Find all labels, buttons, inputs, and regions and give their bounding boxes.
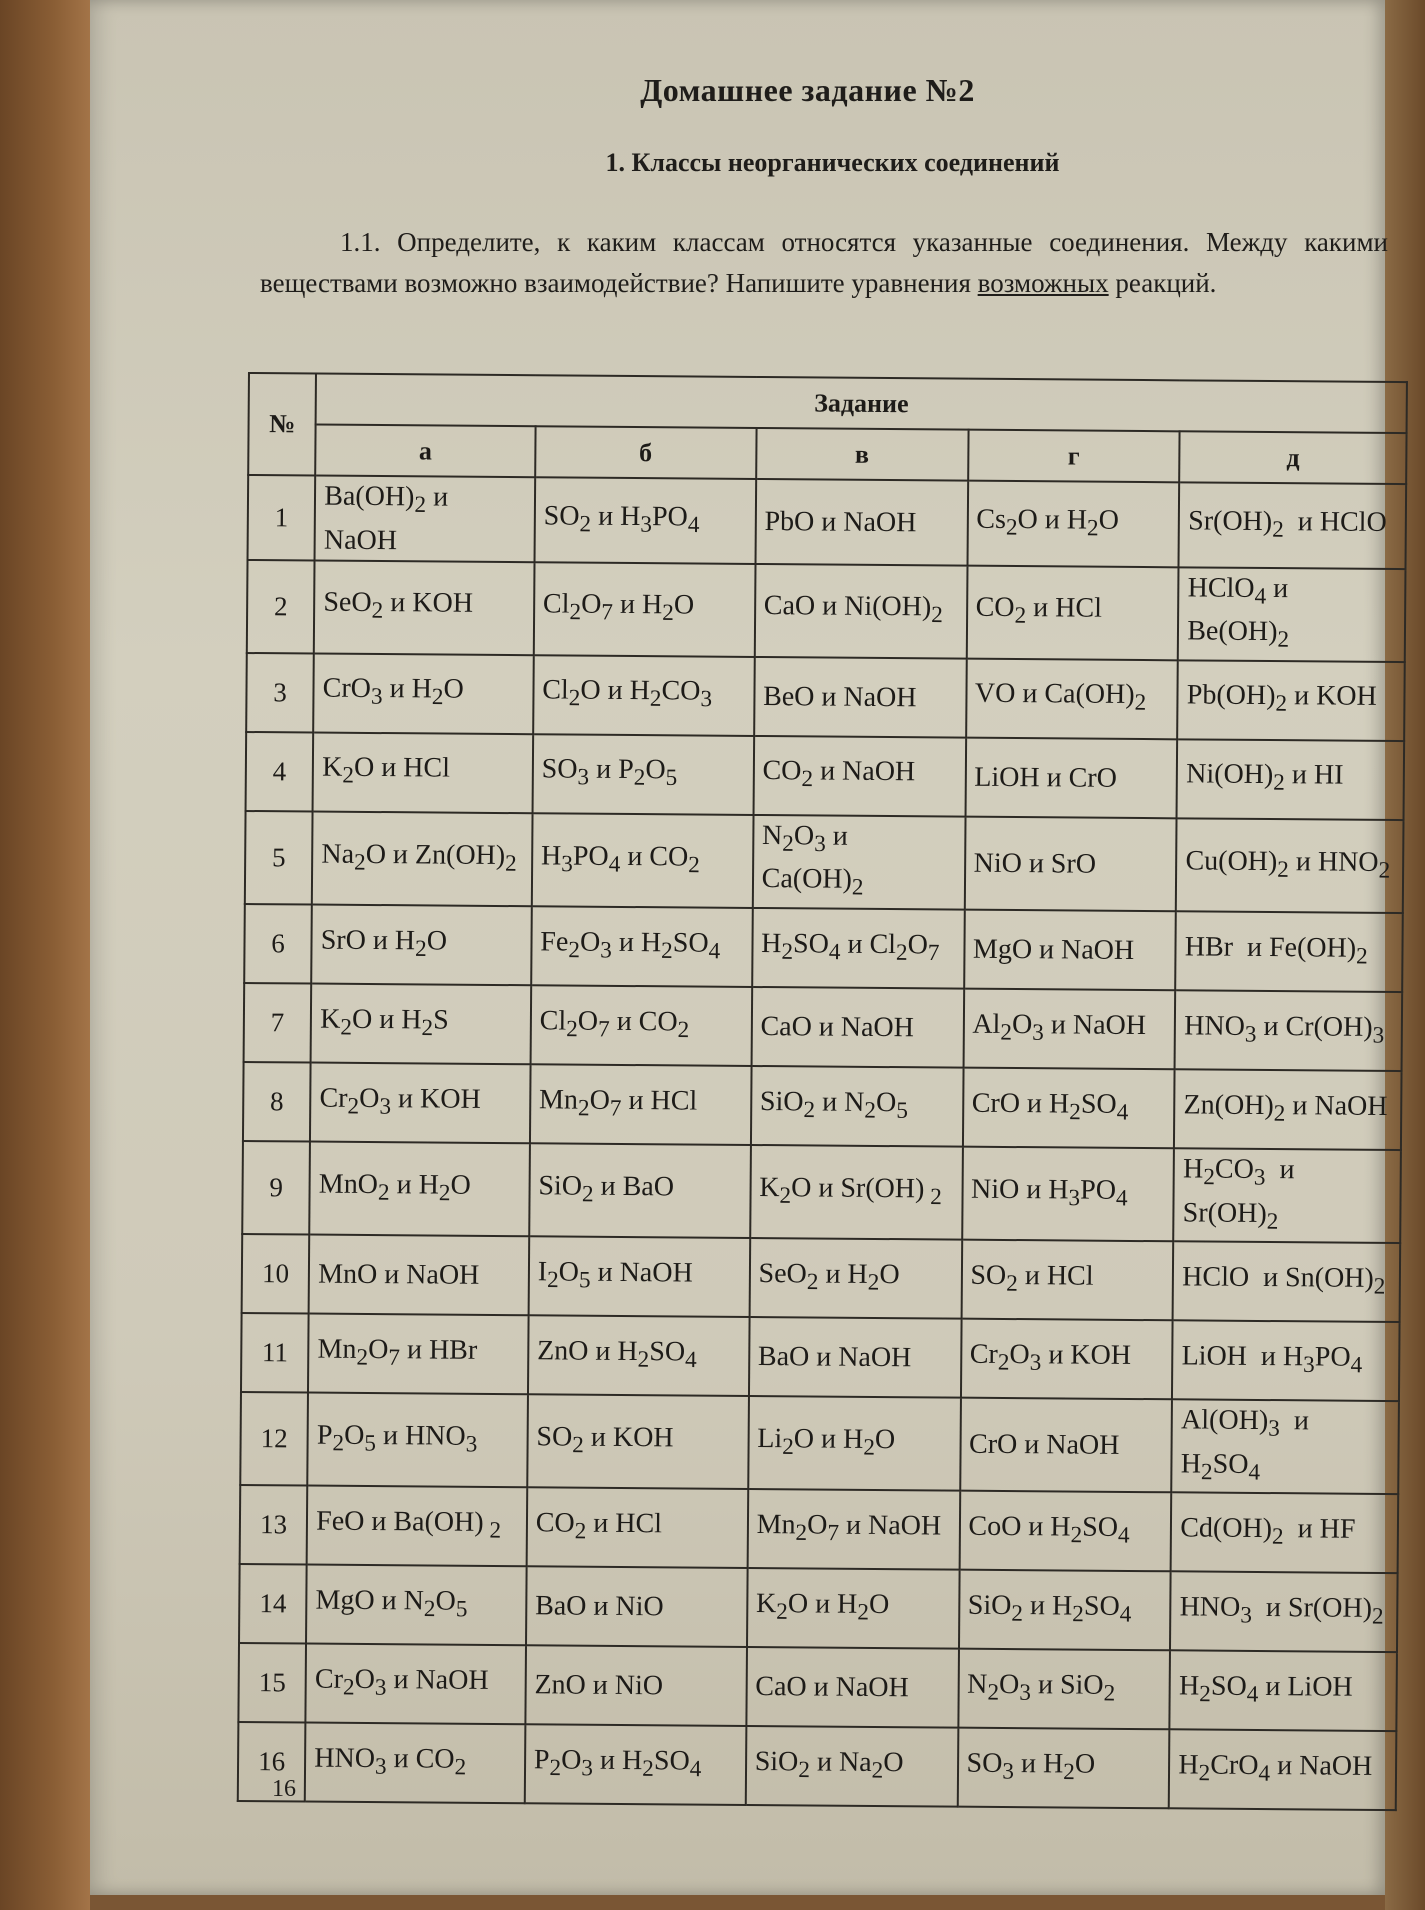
table-header-columns: [248, 424, 1406, 484]
row-number: 8: [243, 1062, 311, 1142]
table-header-group: Задание: [316, 374, 1407, 434]
table-cell: VO и $Ca(OH)_2$: [966, 658, 1178, 739]
column-header-4: г: [968, 430, 1180, 483]
table-cell: $Mn_2O_7$ и HCl: [530, 1064, 751, 1145]
row-number: 14: [239, 1564, 307, 1644]
table-cell: LiOH и $H_3PO_4$: [1172, 1320, 1399, 1401]
column-header-3: в: [756, 428, 968, 481]
table-cell: BaO и NaOH: [749, 1317, 961, 1398]
table-cell: CrO и NaOH: [960, 1398, 1173, 1493]
table-row: [246, 653, 1405, 741]
row-number: 9: [242, 1141, 310, 1235]
table-cell: $HNO_3$ и $CO_2$: [305, 1723, 525, 1804]
column-header-1: а: [315, 425, 535, 478]
table-cell: $Al(OH)_3$ и $H_2SO_4$: [1172, 1399, 1399, 1494]
table-row: [242, 1141, 1401, 1243]
row-number: 15: [238, 1643, 306, 1723]
table-cell: $Ba(OH)_2$ и NaOH: [315, 476, 535, 562]
table-cell: SiO$_2$ и $N_2O_5$: [751, 1066, 963, 1147]
table-cell: $Li_2O$ и $H_2O$: [748, 1396, 961, 1491]
table-row: [248, 475, 1407, 569]
column-header-2: б: [535, 426, 756, 479]
task-text: [260, 222, 1388, 304]
page-bottom-edge: [90, 1895, 1385, 1910]
table-row: [238, 1643, 1397, 1731]
table-cell: $Na_2O$ и $Zn(OH)_2$: [312, 811, 532, 906]
table-cell: CrO и $H_2SO_4$: [962, 1068, 1174, 1149]
table-cell: CoO и $H_2SO_4$: [959, 1491, 1171, 1572]
book-page: [90, 0, 1391, 1895]
table-row: [247, 560, 1406, 662]
table-cell: NiO и $H_3PO_4$: [962, 1147, 1175, 1242]
assignment-table: [237, 372, 1408, 1811]
table-cell: $H_2CO_3$ и $Sr(OH)_2$: [1174, 1148, 1401, 1243]
table-cell: $SO_3$ и $P_2O_5$: [532, 734, 753, 815]
table-cell: $H_2SO_4$ и $Cl_2O_7$: [752, 908, 964, 989]
table-row: [244, 904, 1403, 992]
table-cell: HBr и $Fe(OH)_2$: [1176, 911, 1403, 992]
row-number: 2: [247, 560, 315, 654]
task-text-underlined: возможных: [977, 268, 1109, 298]
table-cell: HClO$_4$ и $Be(OH)_2$: [1178, 567, 1405, 662]
table-row: [239, 1564, 1398, 1652]
table-cell: $SO_3$ и $H_2O$: [957, 1728, 1169, 1809]
task-number: 1.1.: [340, 227, 381, 257]
table-cell: $Cd(OH)_2$ и HF: [1171, 1493, 1398, 1574]
table-cell: $Sr(OH)_2$ и HClO: [1179, 482, 1406, 568]
table-cell: $Cr_2O_3$ и NaOH: [306, 1644, 526, 1725]
table-cell: $P_2O_3$ и $H_2SO_4$: [525, 1725, 746, 1806]
table-cell: $Cl_2O_7$ и $H_2O$: [534, 562, 756, 657]
row-number: 3: [246, 653, 314, 733]
table-cell: SiO$_2$ и $H_2SO_4$: [958, 1570, 1170, 1651]
table-cell: MgO и $N_2O_5$: [306, 1565, 526, 1646]
row-number: 11: [241, 1313, 309, 1393]
table-cell: SeO$_2$ и KOH: [314, 560, 534, 655]
table-row: [240, 1392, 1399, 1494]
table-cell: $SO_2$ и KOH: [527, 1394, 749, 1489]
table-row: [241, 1313, 1400, 1401]
table-cell: $Al_2O_3$ и NaOH: [963, 989, 1175, 1070]
table-cell: $H_2CrO_4$ и NaOH: [1169, 1730, 1396, 1811]
page-number: 16: [272, 1776, 296, 1802]
table-cell: BaO и NiO: [526, 1567, 747, 1648]
table-cell: $SO_2$ и $H_3PO_4$: [534, 477, 756, 563]
table-cell: $Cr_2O_3$ и KOH: [310, 1062, 530, 1143]
row-number: 16: [238, 1722, 306, 1802]
table-row: [240, 1485, 1399, 1573]
table-cell: $Mn_2O_7$ и HBr: [308, 1314, 528, 1395]
table-cell: SiO$_2$ и $Na_2O$: [745, 1726, 957, 1807]
table-header-number: №: [248, 373, 316, 476]
table-cell: $HNO_3$ и $Cr(OH)_3$: [1175, 990, 1402, 1071]
column-header-5: д: [1179, 431, 1406, 484]
task-text-after: реакций.: [1108, 268, 1217, 298]
table-row: [244, 983, 1403, 1071]
background-surface-left: [0, 0, 90, 1910]
table-cell: CaO и $Ni(OH)_2$: [754, 564, 967, 659]
table-cell: MgO и NaOH: [964, 910, 1176, 991]
row-number: 5: [245, 811, 313, 905]
table-row: [238, 1722, 1397, 1810]
table-row: [245, 811, 1404, 913]
table-cell: $Mn_2O_7$ и NaOH: [747, 1489, 959, 1570]
table-cell: $Fe_2O_3$ и $H_2SO_4$: [531, 906, 752, 987]
table-cell: ZnO и $H_2SO_4$: [528, 1315, 749, 1396]
table-cell: SrO и $H_2O$: [311, 904, 531, 985]
row-number: 10: [242, 1234, 310, 1314]
table-cell: SiO$_2$ и BaO: [529, 1143, 751, 1238]
table-cell: $CO_2$ и NaOH: [753, 736, 965, 817]
section-title: 1. Классы неорганических соединений: [605, 148, 1060, 177]
table-cell: ZnO и NiO: [525, 1646, 746, 1727]
table-cell: $Cl_2O_7$ и $CO_2$: [530, 985, 751, 1066]
table-cell: $H_2SO_4$ и LiOH: [1170, 1651, 1397, 1732]
table-cell: $K_2O$ и Sr(OH) $_2$: [750, 1145, 963, 1240]
table-cell: MnO$_2$ и $H_2O$: [309, 1141, 529, 1236]
row-number: 7: [244, 983, 312, 1063]
row-number: 1: [248, 475, 316, 560]
row-number: 4: [246, 732, 314, 812]
table-cell: SeO$_2$ и $H_2O$: [749, 1238, 961, 1319]
table-cell: $CO_2$ и HCl: [526, 1488, 747, 1569]
table-cell: $CO_2$ и HCl: [966, 565, 1179, 660]
table-row: [246, 732, 1405, 820]
table-cell: CaO и NaOH: [746, 1647, 958, 1728]
table-cell: FeO и Ba(OH) $_2$: [307, 1486, 527, 1567]
table-cell: $K_2O$ и HCl: [313, 732, 533, 813]
table-cell: $Cr_2O_3$ и KOH: [960, 1319, 1172, 1400]
table-cell: $SO_2$ и HCl: [961, 1240, 1173, 1321]
row-number: 12: [240, 1392, 308, 1486]
task-text-before: Определите, к каким классам относятся указанные соединения. Между какими веществами возможно взаимодействие? Напишите уравнения: [260, 227, 1388, 298]
row-number: 6: [244, 904, 312, 984]
table-cell: LiOH и CrO: [965, 737, 1177, 818]
table-cell: NiO и SrO: [964, 816, 1177, 911]
page-title: Домашнее задание №2: [640, 72, 975, 108]
table-cell: $Cs_2O$ и $H_2O$: [967, 481, 1179, 567]
table-cell: PbO и NaOH: [755, 479, 967, 565]
table-cell: $Zn(OH)_2$ и NaOH: [1174, 1069, 1401, 1150]
table-cell: $HNO_3$ и $Sr(OH)_2$: [1170, 1572, 1397, 1653]
table-cell: BeO и NaOH: [754, 657, 966, 738]
table-cell: $K_2O$ и $H_2O$: [747, 1568, 959, 1649]
table-cell: $Cu(OH)_2$ и $HNO_2$: [1176, 818, 1403, 913]
table-cell: $Cl_2O$ и $H_2CO_3$: [533, 655, 754, 736]
table-cell: $H_3PO_4$ и $CO_2$: [532, 813, 754, 908]
table-cell: $I_2O_5$ и NaOH: [528, 1236, 749, 1317]
table-cell: $N_2O_3$ и SiO$_2$: [958, 1649, 1170, 1730]
table-cell: $N_2O_3$ и $Ca(OH)_2$: [752, 815, 965, 910]
table-cell: MnO и NaOH: [309, 1235, 529, 1316]
table-cell: HClO и $Sn(OH)_2$: [1173, 1241, 1400, 1322]
table-row: [242, 1234, 1401, 1322]
table-cell: $K_2O$ и $H_2S$: [311, 983, 531, 1064]
table-cell: $Pb(OH)_2$ и KOH: [1177, 660, 1404, 741]
table-body: [238, 475, 1406, 1810]
table-cell: CrO$_3$ и $H_2O$: [313, 653, 533, 734]
table-row: [243, 1062, 1402, 1150]
table-cell: $Ni(OH)_2$ и HI: [1177, 739, 1404, 820]
table-cell: $P_2O_5$ и $HNO_3$: [307, 1393, 527, 1488]
table-cell: CaO и NaOH: [751, 987, 963, 1068]
row-number: 13: [240, 1485, 308, 1565]
